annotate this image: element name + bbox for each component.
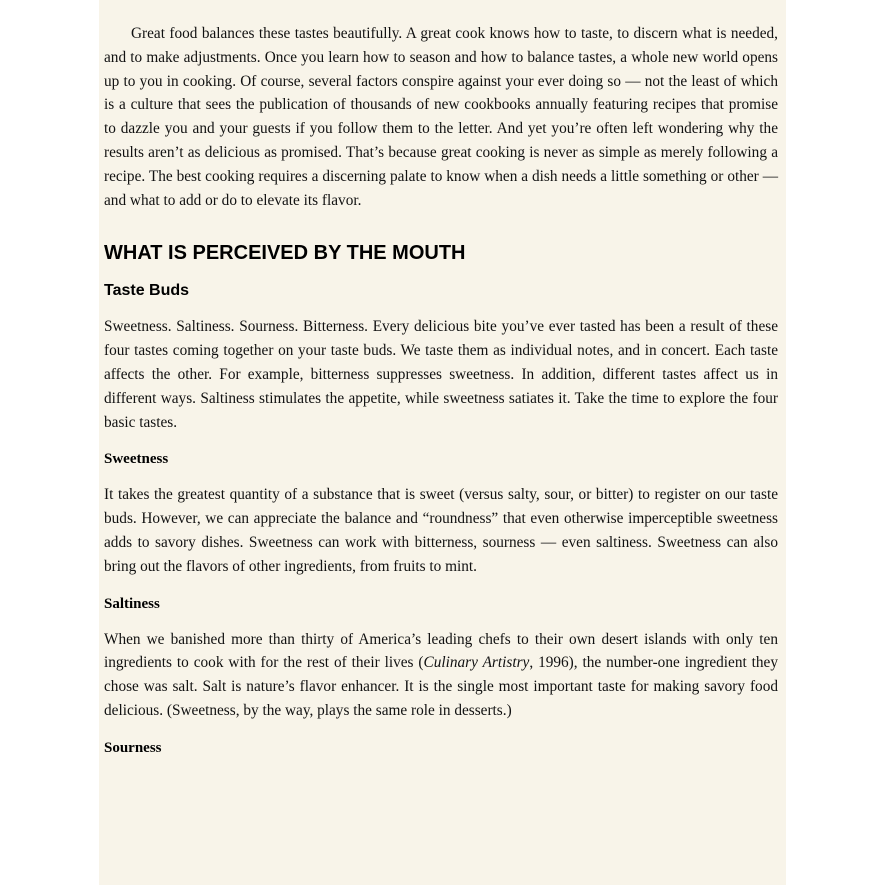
saltiness-text-after: , 1996), the number-one ingredient they chose was salt. Salt is nature’s flavor enhancer. It is the single most important taste for making savory food delicious. (Sweetness, by the way, plays the same role in desserts.) <box>104 654 778 719</box>
sweetness-heading: Sweetness <box>104 451 169 468</box>
intro-paragraph: Great food balances these tastes beautifully. A great cook knows how to taste, to discern what is needed, and to make adjustments. Once you learn how to season and how to balance tastes, a whole new world opens up to you in cooking. Of course, several factors conspire against your ever doing so — not the least of which is a culture that sees the publication of thousands of new cookbooks annually featuring recipes that promise to dazzle you and your guests if you follow them to the letter. And yet you’re often left wondering why the results aren’t as delicious as promised. That’s because great cooking is never as simple as merely following a recipe. The best cooking requires a discerning palate to know when a dish needs a little something or other — and what to add or do to elevate its flavor. <box>104 25 778 209</box>
saltiness-heading: Saltiness <box>104 595 160 612</box>
sweetness-paragraph: It takes the greatest quantity of a substance that is sweet (versus salty, sour, or bitter) to register on our taste buds. However, we can appreciate the balance and “roundness” that even otherwise imperceptible sweetness adds to savory dishes. Sweetness can work with bitterness, sourness — even saltiness. Sweetness can also bring out the flavors of other ingredients, from fruits to mint. <box>104 486 778 575</box>
book-title: Culinary Artistry <box>423 654 530 672</box>
section-heading: WHAT IS PERCEIVED BY THE MOUTH <box>104 242 466 265</box>
taste-buds-paragraph: Sweetness. Saltiness. Sourness. Bitterness. Every delicious bite you’ve ever tasted has been a result of these four tastes coming together on your taste buds. We taste them as individual notes, and in concert. Each taste affects the other. For example, bitterness suppresses sweetness. In addition, different tastes affect us in different ways. Saltiness stimulates the appetite, while sweetness satiates it. Take the time to explore the four basic tastes. <box>104 318 778 431</box>
book-page <box>99 0 786 885</box>
saltiness-text-before: When we banished more than thirty of America’s leading chefs to their own desert islands with only ten ingredients to cook with for the rest of their lives ( <box>104 630 778 672</box>
page-content <box>104 22 778 759</box>
saltiness-paragraph <box>104 628 778 723</box>
sourness-heading: Sourness <box>104 739 162 756</box>
taste-buds-subheading: Taste Buds <box>104 282 190 300</box>
